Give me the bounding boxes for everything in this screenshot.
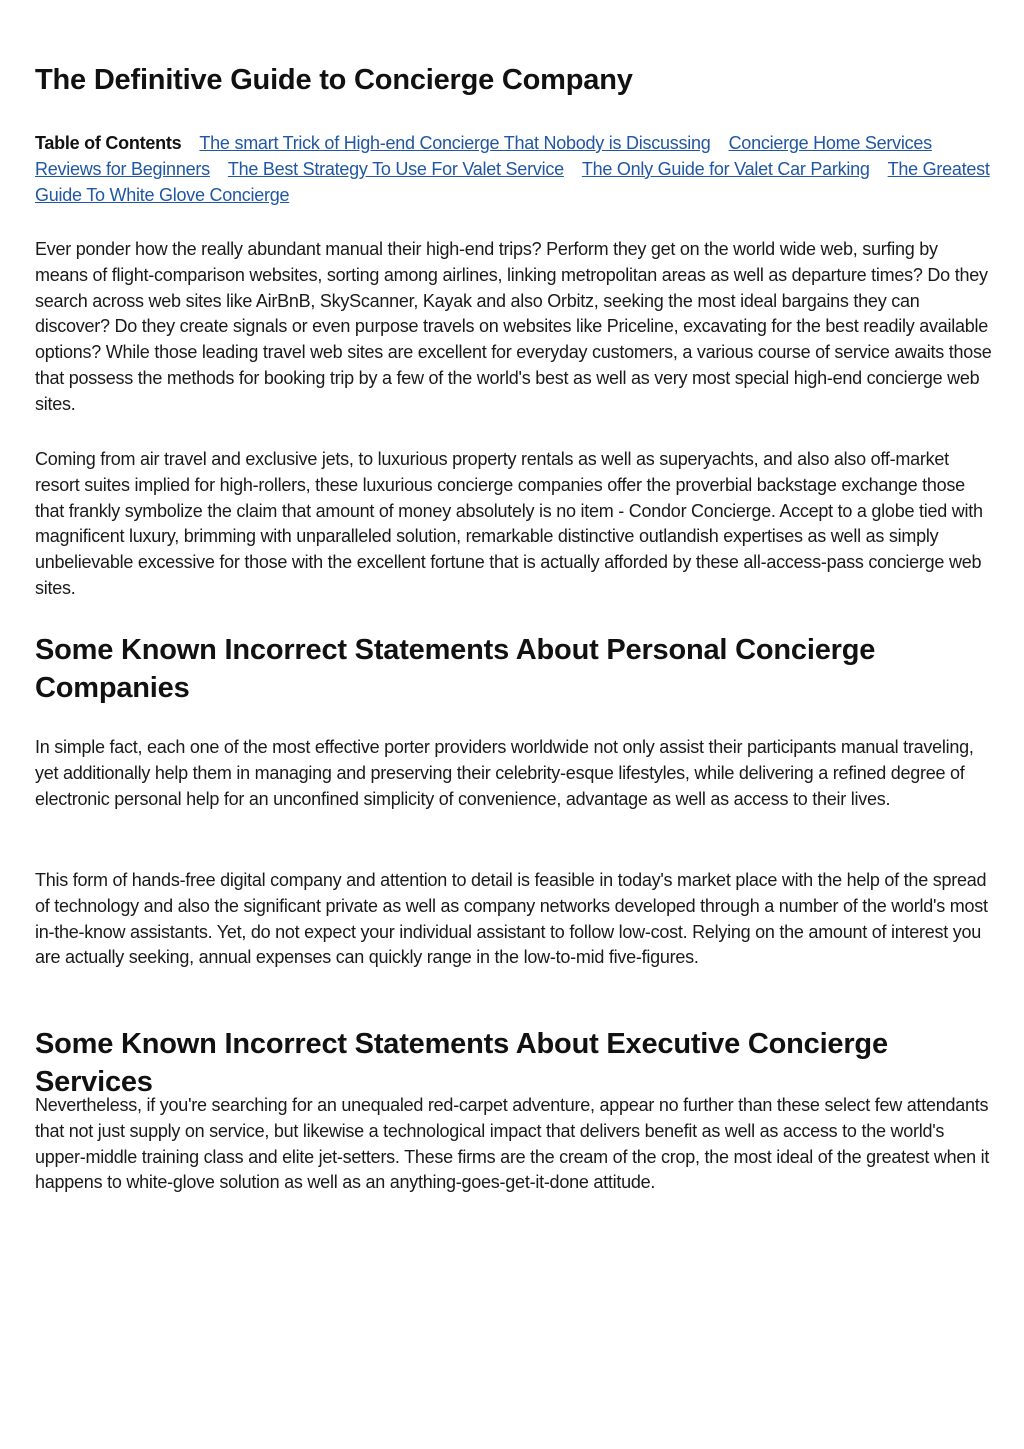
toc-label: Table of Contents (35, 133, 182, 153)
toc-link-concierge-home-services[interactable]: Concierge Home Services Reviews for Beginners (35, 133, 932, 179)
toc-link-high-end-concierge[interactable]: The smart Trick of High-end Concierge That Nobody is Discussing (199, 133, 711, 153)
paragraph-red-carpet: Nevertheless, if you're searching for an unequaled red-carpet adventure, appear no further than these select few attendants that not just supply on service, but likewise a technological impact that delivers benefit as well as access to the world's upper-middle training class and elite jet-setters. These firms are the cream of the crop, the most ideal of the greatest when it happens to white-glove solution as well as an anything-goes-get-it-done attitude. (35, 1095, 990, 1193)
table-of-contents (35, 131, 995, 208)
paragraph-porter-providers: In simple fact, each one of the most effective porter providers worldwide not only assist their participants manual traveling, yet additionally help them in managing and preserving their celebrity-esque lifestyles, while delivering a refined degree of electronic personal help for an unconfined simplicity of convenience, advantage as well as access to their lives. (35, 737, 974, 809)
paragraph-intro: Ever ponder how the really abundant manual their high-end trips? Perform they get on the world wide web, surfing by means of flight-comparison websites, sorting among airlines, linking metropolitan areas as well as departure times? Do they search across web sites like AirBnB, SkyScanner, Kayak and also Orbitz, seeking the most ideal bargains they can discover? Do they create signals or even purpose travels on websites like Priceline, excavating for the best readily available options? While those leading travel web sites are excellent for everyday customers, a various course of service awaits those that possess the methods for booking trip by a few of the world's best as well as very most special high-end concierge web sites. (35, 239, 992, 414)
paragraph-luxury-services: Coming from air travel and exclusive jets, to luxurious property rentals as well as superyachts, and also also off-market resort suites implied for high-rollers, these luxurious concierge companies offer the proverbial backstage exchange those that frankly symbolize the claim that amount of money absolutely is no item - Condor Concierge. Accept to a globe tied with magnificent luxury, brimming with unparalleled solution, remarkable distinctive outlandish expertises as well as simply unbelievable excessive for those with the excellent fortune that is actually afforded by these all-access-pass concierge web sites. (35, 449, 983, 598)
section-heading-personal-concierge: Some Known Incorrect Statements About Personal Concierge Companies (35, 634, 876, 704)
toc-link-valet-service[interactable]: The Best Strategy To Use For Valet Service (227, 158, 564, 179)
toc-link-white-glove-concierge[interactable]: The Greatest Guide To White Glove Concierge (35, 158, 990, 205)
page-title: The Definitive Guide to Concierge Company (35, 64, 633, 96)
paragraph-digital-company: This form of hands-free digital company and attention to detail is feasible in today's market place with the help of the spread of technology and also the significant private as well as company networks developed through a number of the world's most in-the-know assistants. Yet, do not expect your individual assistant to follow low-cost. Relying on the amount of interest you are actually seeking, annual expenses can quickly range in the low-to-mid five-figures. (35, 870, 988, 968)
toc-link-valet-car-parking[interactable]: The Only Guide for Valet Car Parking (581, 158, 870, 179)
section-heading-executive-concierge: Some Known Incorrect Statements About Executive Concierge Services (35, 1028, 888, 1098)
